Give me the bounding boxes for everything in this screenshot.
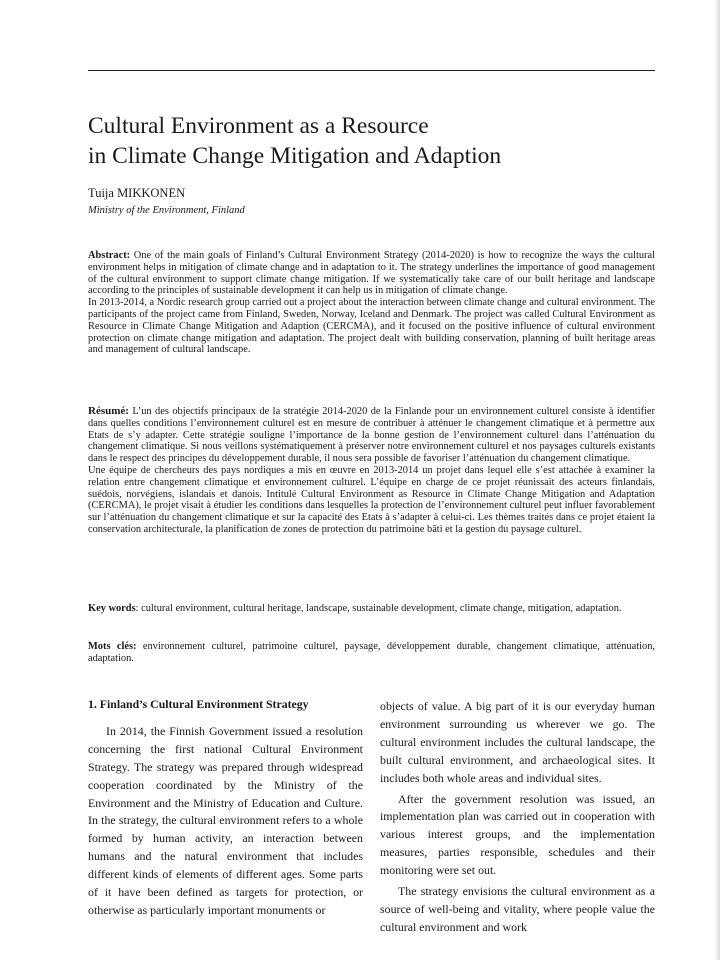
mots-cles-paragraph — [88, 641, 655, 665]
resume-block — [88, 406, 655, 536]
page-edge-shadow — [714, 0, 720, 960]
section-paragraph-1-continued: objects of value. A big part of it is our everyday human environment surrounding us wherever we go. The cultural environment includes the cultural landscape, the built cultural environment, and archaeological sites. It includes both whole areas and individual sites. — [380, 699, 655, 785]
section-heading: 1. Finland’s Cultural Environment Strategy — [88, 697, 309, 711]
resume-label: Résumé: — [88, 405, 129, 417]
keywords-text: : cultural environment, cultural heritage, landscape, sustainable development, climate change, mitigation, adaptation. — [135, 603, 622, 614]
resume-paragraph-2: Une équipe de chercheurs des pays nordiques a mis en œuvre en 2013-2014 un projet dans lequel elle s’est attachée à examiner la relation entre changement climatique et environnement culturel. L’équipe en charge de ce projet réunissait des acteurs finlandais, suédois, norvégiens, islandais et danois. Intitulé Cultural Environment as Resource in Climate Change Mitigation and Adaptation (CERCMA), le projet visait à étudier les conditions dans lesquelles la protection de l’environnement culturel peut influer favorablement sur l’atténuation du changement climatique et sur la capacité des Etats à s’adapter à celui-ci. Les thèmes traités dans ce projet étaient la conservation architecturale, la planification de zones de protection du patrimoine bâti et la gestion du paysage culturel. — [88, 464, 655, 535]
mots-cles-block — [88, 641, 655, 665]
body-column-right — [380, 698, 655, 937]
abstract-text-1: One of the main goals of Finland’s Cultural Environment Strategy (2014-2020) is how to recognize the ways the cultural environment helps in mitigation of climate change and in adaptation to it. The strategy underlines the importance of good management of the cultural environment to support climate change mitigation. If we systematically take care of our built heritage and landscape according to the principles of sustainable development it can help us in mitigation of climate change. — [88, 250, 655, 297]
paper-title-line-1: Cultural Environment as a Resource — [88, 113, 429, 139]
paper-title-line-2: in Climate Change Mitigation and Adaption — [88, 143, 502, 169]
section-paragraph-3: The strategy envisions the cultural environment as a source of well-being and vitality, where people value the cultural environment and work — [380, 884, 655, 934]
author-name: Tuija MIKKONEN — [88, 186, 186, 200]
abstract-label: Abstract: — [88, 250, 131, 261]
abstract-block — [88, 250, 655, 356]
resume-paragraph-1 — [88, 406, 655, 465]
author-affiliation: Ministry of the Environment, Finland — [88, 205, 245, 216]
resume-text-1: L’un des objectifs principaux de la stratégie 2014-2020 de la Finlande pour un environnement culturel consiste à identifier dans quelles conditions l’environnement culturel est en mesure de contribuer à atténuer le changement climatique et à permettre aux Etats de s’y adapter. Cette stratégie souligne l’importance de la bonne gestion de l’environnement culturel dans l’atténuation du changement climatique. Si nous veillons systématiquement à préserver notre environnement culturel et nos paysages culturels existants dans le respect des principes du développement durable, il nous sera possible de favoriser l’atténuation du changement climatique. — [88, 406, 655, 465]
keywords-label: Key words — [88, 603, 136, 614]
keywords-paragraph — [88, 603, 655, 615]
section-paragraph-1: In 2014, the Finnish Government issued a resolution concerning the first national Cultural Environment Strategy. The strategy was prepared through widespread cooperation coordinated by the Ministry of the Environment and the Ministry of Education and Culture. In the strategy, the cultural environment refers to a whole formed by human activity, an interaction between humans and the natural environment that includes different kinds of elements of different ages. Some parts of it have been defined as targets for protection, or otherwise as particularly important monuments or — [88, 723, 363, 917]
abstract-paragraph-1 — [88, 250, 655, 297]
abstract-paragraph-2: In 2013-2014, a Nordic research group carried out a project about the interaction between climate change and cultural environment. The participants of the project came from Finland, Sweden, Norway, Iceland and Denmark. The project was called Cultural Environment as Resource in Climate Change Mitigation and Adaption (CERCMA), and it focused on the positive influence of cultural environment protection on climate change mitigation and adaptation. The project dealt with building conservation, planning of built heritage areas and management of cultural landscape. — [88, 297, 655, 356]
keywords-block — [88, 603, 655, 615]
mots-cles-text: environnement culturel, patrimoine culturel, paysage, développement durable, changement climatique, atténuation, adaptation. — [88, 641, 655, 664]
paper-title — [88, 111, 668, 171]
mots-cles-label: Mots clés: — [88, 641, 137, 652]
body-column-left — [88, 696, 363, 920]
header-rule — [88, 70, 655, 71]
section-paragraph-2: After the government resolution was issued, an implementation plan was carried out in cooperation with various interest groups, and the implementation measures, parties responsible, schedules and their monitoring were set out. — [380, 791, 655, 878]
